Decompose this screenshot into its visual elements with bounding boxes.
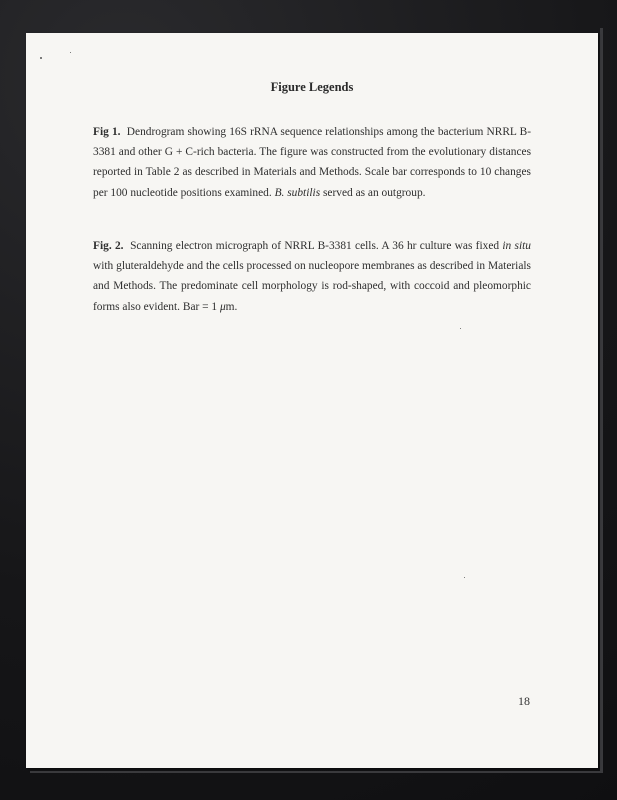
page-title: Figure Legends [270, 80, 354, 94]
legend-text: Scanning electron micrograph of NRRL B-3381 cells. A 36 hr culture was fixed [130, 240, 503, 252]
page-number: 18 [518, 694, 530, 708]
dust-speck [460, 328, 461, 329]
legend-text: Dendrogram showing 16S rRNA sequence relationships among the bacterium NRRL B-3381 and other G + C-rich bacteria. The figure was constructed from the evolutionary distances reported in Table 2 as described in Materials and Methods. Scale bar corresponds to 10 changes per 100 nucleotide positions examined. [93, 126, 531, 199]
figure-label: Fig 1. [93, 126, 121, 138]
figure-legend-1 [93, 122, 531, 203]
legend-text: m. [225, 300, 238, 313]
legend-italic-text: μ [219, 300, 226, 313]
scan-edge-bottom [30, 771, 600, 773]
dust-speck [464, 577, 465, 578]
legend-italic-text: B. subtilis [274, 186, 321, 199]
scan-edge-right [600, 28, 603, 773]
legend-text: served as an outgroup. [320, 186, 426, 199]
legend-italic-text: in situ [502, 240, 531, 252]
figure-legend-2 [93, 236, 531, 317]
document-page [26, 33, 598, 768]
legend-text: with gluteraldehyde and the cells processed on nucleopore membranes as described in Materials and Methods. The predominate cell morphology is rod-shaped, with coccoid and pleomorphic forms also evident. Bar = 1 [93, 260, 531, 313]
dust-speck [70, 52, 71, 53]
dust-speck [40, 57, 42, 59]
figure-label: Fig. 2. [93, 240, 124, 252]
